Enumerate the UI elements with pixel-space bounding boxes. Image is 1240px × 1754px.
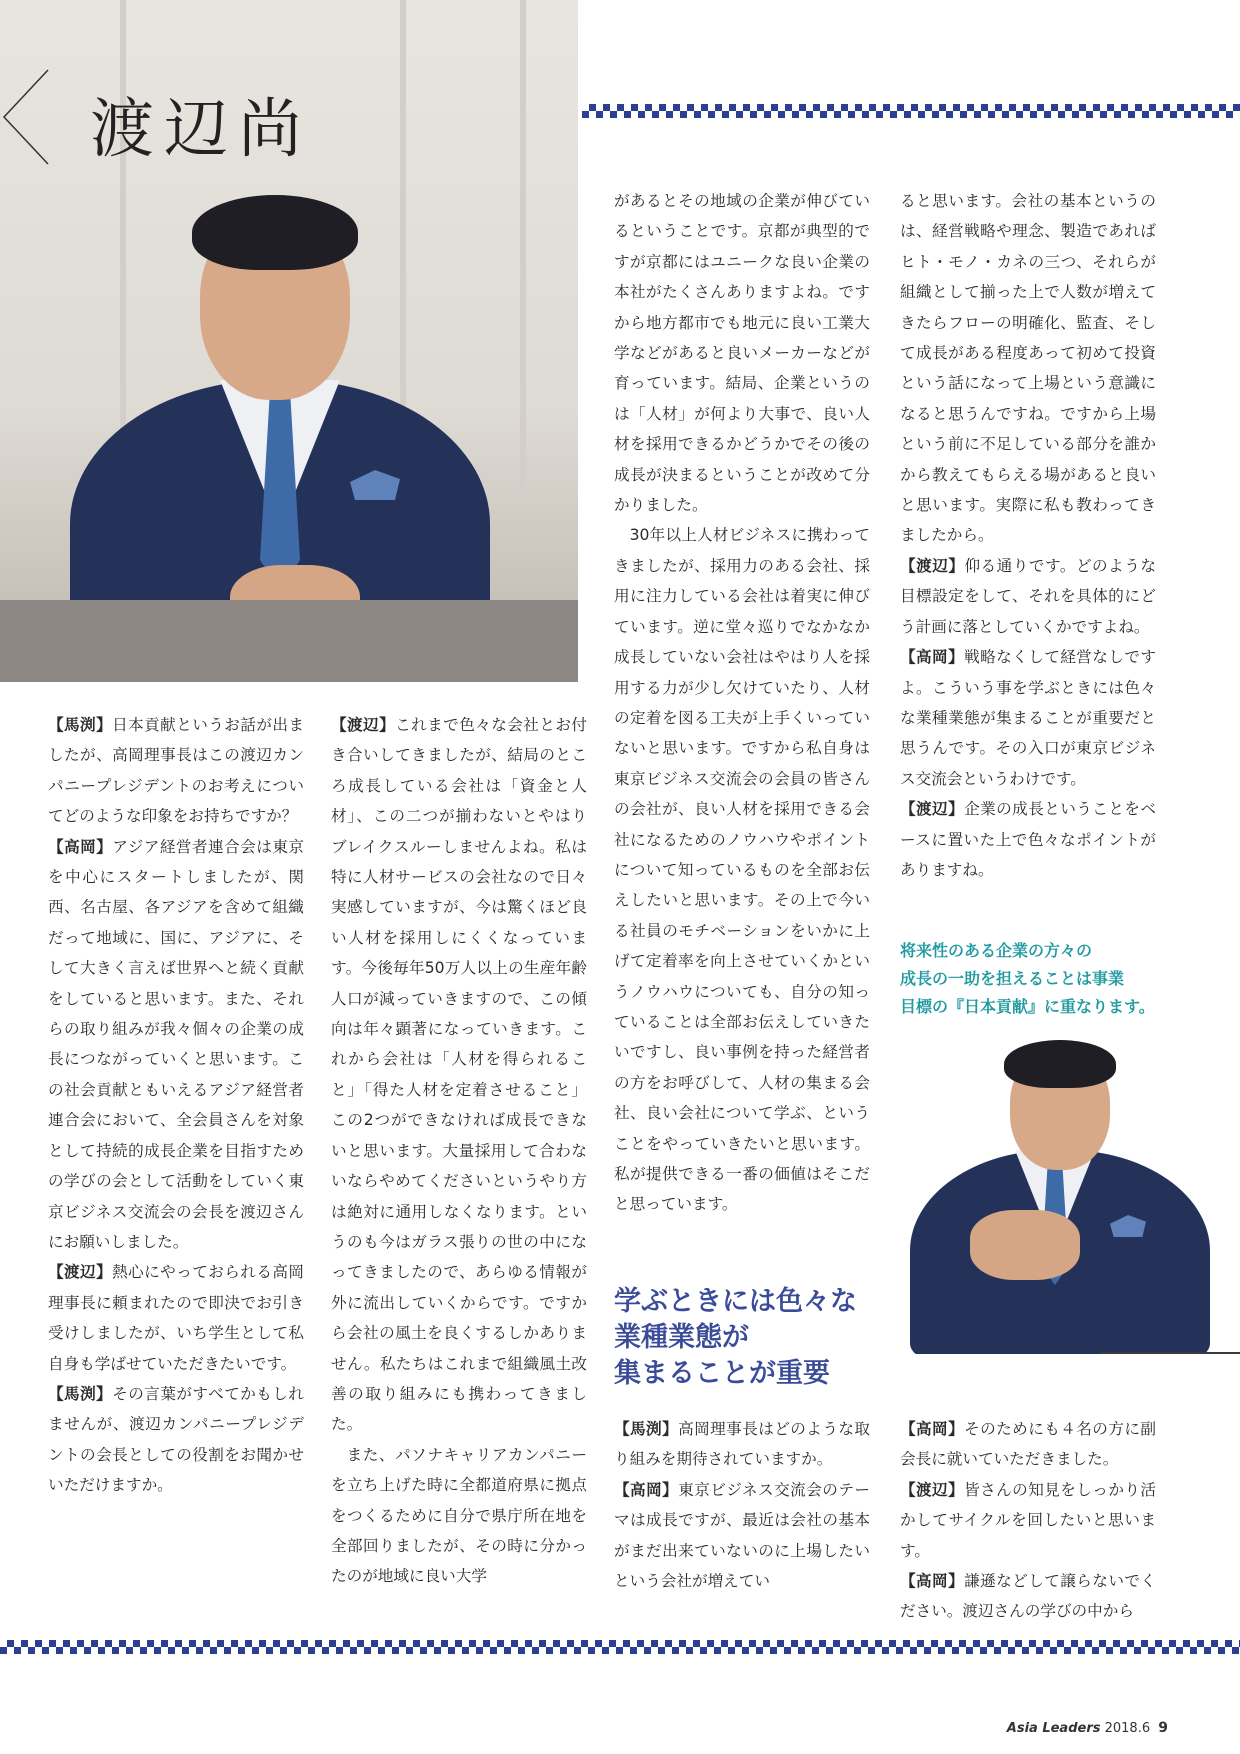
dialogue-paragraph: 【渡辺】企業の成長ということをベースに置いた上で色々なポイントがありますね。 bbox=[900, 800, 1156, 879]
dialogue-paragraph: ると思います。会社の基本というのは、経営戦略や理念、製造であればヒト・モノ・カネの三つ、それらが組織として揃った上で人数が増えてきたらフローの明確化、監査、そして成長がある程度あって初めて投資という話になって上場という意識になると思うんですね。ですから上場という前に不足している部分を誰かから教えてもらえる場があると良いと思います。実際に私も教わってきましたから。 bbox=[900, 192, 1156, 545]
checkered-band-top bbox=[582, 104, 1240, 118]
text-column-1 bbox=[48, 710, 304, 1501]
portrait-figure bbox=[910, 1040, 1210, 1354]
secondary-portrait-photo bbox=[900, 1040, 1240, 1354]
text-column-3-lower bbox=[614, 1414, 870, 1596]
text-column-3 bbox=[614, 186, 870, 1220]
section-subheading: 学ぶときには色々な 業種業態が 集まることが重要 bbox=[614, 1286, 857, 1389]
table-surface bbox=[0, 600, 578, 682]
dialogue-paragraph: 【渡辺】皆さんの知見をしっかり活かしてサイクルを回したいと思います。 bbox=[900, 1480, 1156, 1560]
pull-quote: 将来性のある企業の方々の 成長の一助を担えることは事業 目標の『日本貢献』に重なります。 bbox=[900, 941, 1155, 1016]
dialogue-paragraph: 【高岡】戦略なくして経営なしですよ。こういう事を学ぶときには色々な業種業態が集まることが重要だと思うんです。その入口が東京ビジネス交流会というわけです。 bbox=[900, 648, 1156, 788]
wall-panel-line bbox=[520, 0, 526, 500]
photo-underline-rule bbox=[1100, 1352, 1240, 1354]
dialogue-paragraph: 30年以上人材ビジネスに携わってきましたが、採用力のある会社、採用に注力している会社は着実に伸びています。逆に堂々巡りでなかなか成長していない会社はやはり人を採用する力が少し欠けていたり、人材の定着を図る工夫が上手くいっていないと思います。ですから私自身は東京ビジネス交流会の会員の皆さんの会社が、良い人材を採用できる会社になるためのノウハウやポイントについて知っているものを全部お伝えしたいと思います。その上で今いる社員のモチベーションをいかに上げて定着率を向上させていくかというノウハウについても、自分の知っていることは全部お伝えしていきたいですし、良い事例を持った経営者の方をお呼びして、人材の集まる会社、良い会社について学ぶ、ということをやっていきたいと思います。私が提供できる一番の価値はそこだと思っています。 bbox=[614, 526, 870, 1214]
dialogue-paragraph: 【馬渕】高岡理事長はどのような取り組みを期待されていますか。 bbox=[614, 1420, 870, 1469]
interviewee-name: 渡辺尚 bbox=[90, 93, 312, 167]
left-chevron-outline-icon bbox=[0, 68, 58, 166]
dialogue-paragraph: 【渡辺】熱心にやっておられる高岡理事長に頼まれたので即決でお引き受けしましたが、いち学生として私自身も学ばせていただきたいです。 bbox=[48, 1263, 304, 1373]
text-column-4 bbox=[900, 186, 1156, 885]
dialogue-paragraph: 【高岡】アジア経営者連合会は東京を中心にスタートしましたが、関西、名古屋、各アジアを含めて組織だって地域に、国に、アジアに、そして大きく言えば世界へと続く貢献をしていると思います。また、それらの取り組みが我々個々の企業の成長につながっていくと思います。この社会貢献ともいえるアジア経営者連合会において、全会員さんを対象として持続的成長企業を目指すための学びの会として活動をしていく東京ビジネス交流会の会長を渡辺さんにお願いしました。 bbox=[48, 837, 304, 1251]
text-column-4-lower bbox=[900, 1414, 1156, 1627]
checkered-band-bottom bbox=[0, 1640, 1240, 1654]
dialogue-paragraph: 【馬渕】日本貢献というお話が出ましたが、高岡理事長はこの渡辺カンパニープレジデントのお考えについてどのような印象をお持ちですか？ bbox=[48, 716, 304, 826]
text-column-2 bbox=[331, 710, 587, 1592]
dialogue-paragraph: 【渡辺】これまで色々な会社とお付き合いしてきましたが、結局のところ成長している会社は「資金と人材」、この二つが揃わないとやはりブレイクスルーしませんよね。私は特に人材サービスの会社なので日々実感していますが、今は驚くほど良い人材を採用しにくくなっています。今後毎年50万人以上の生産年齢人口が減っていきますので、この傾向は年々顕著になっていきます。これから会社は「人材を得られること」「得た人材を定着させること」この2つができなければ成長できないと思います。大量採用して合わないならやめてくださいというやり方は絶対に通用しなくなります。というのも今はガラス張りの世の中になってきましたので、あらゆる情報が外に流出していくからです。ですから会社の風土を良くするしかありません。私たちはこれまで組織風土改善の取り組みにも携わってきました。 bbox=[331, 716, 587, 1434]
dialogue-paragraph: また、パソナキャリアカンパニーを立ち上げた時に全都道府県に拠点をつくるために自分で県庁所在地を全部回りましたが、その時に分かったのが地域に良い大学 bbox=[331, 1445, 587, 1586]
page-footer bbox=[1007, 1720, 1168, 1736]
dialogue-paragraph: があるとその地域の企業が伸びているということです。京都が典型的ですが京都にはユニークな良い企業の本社がたくさんありますよね。ですから地方都市でも地元に良い工業大学などがあると良いメーカーなどが育っています。結局、企業というのは「人材」が何より大事で、良い人材を採用できるかどうかでその後の成長が決まるということが改めて分かりました。 bbox=[614, 192, 870, 515]
dialogue-paragraph: 【高岡】そのためにも４名の方に副会長に就いていただきました。 bbox=[900, 1420, 1156, 1469]
dialogue-paragraph: 【高岡】謙遜などして譲らないでください。渡辺さんの学びの中から bbox=[900, 1572, 1156, 1621]
dialogue-paragraph: 【馬渕】その言葉がすべてかもしれませんが、渡辺カンパニープレジデントの会長としての役割をお聞かせいただけますか。 bbox=[48, 1384, 304, 1495]
dialogue-paragraph: 【高岡】東京ビジネス交流会のテーマは成長ですが、最近は会社の基本がまだ出来ていないのに上場したいという会社が増えてい bbox=[614, 1480, 870, 1591]
magazine-brand: Asia Leaders bbox=[1006, 1721, 1101, 1736]
issue-date: 2018.6 bbox=[1104, 1721, 1151, 1736]
dialogue-paragraph: 【渡辺】仰る通りです。どのような目標設定をして、それを具体的にどう計画に落としていくかですよね。 bbox=[900, 556, 1156, 636]
page-number: 9 bbox=[1158, 1720, 1168, 1736]
